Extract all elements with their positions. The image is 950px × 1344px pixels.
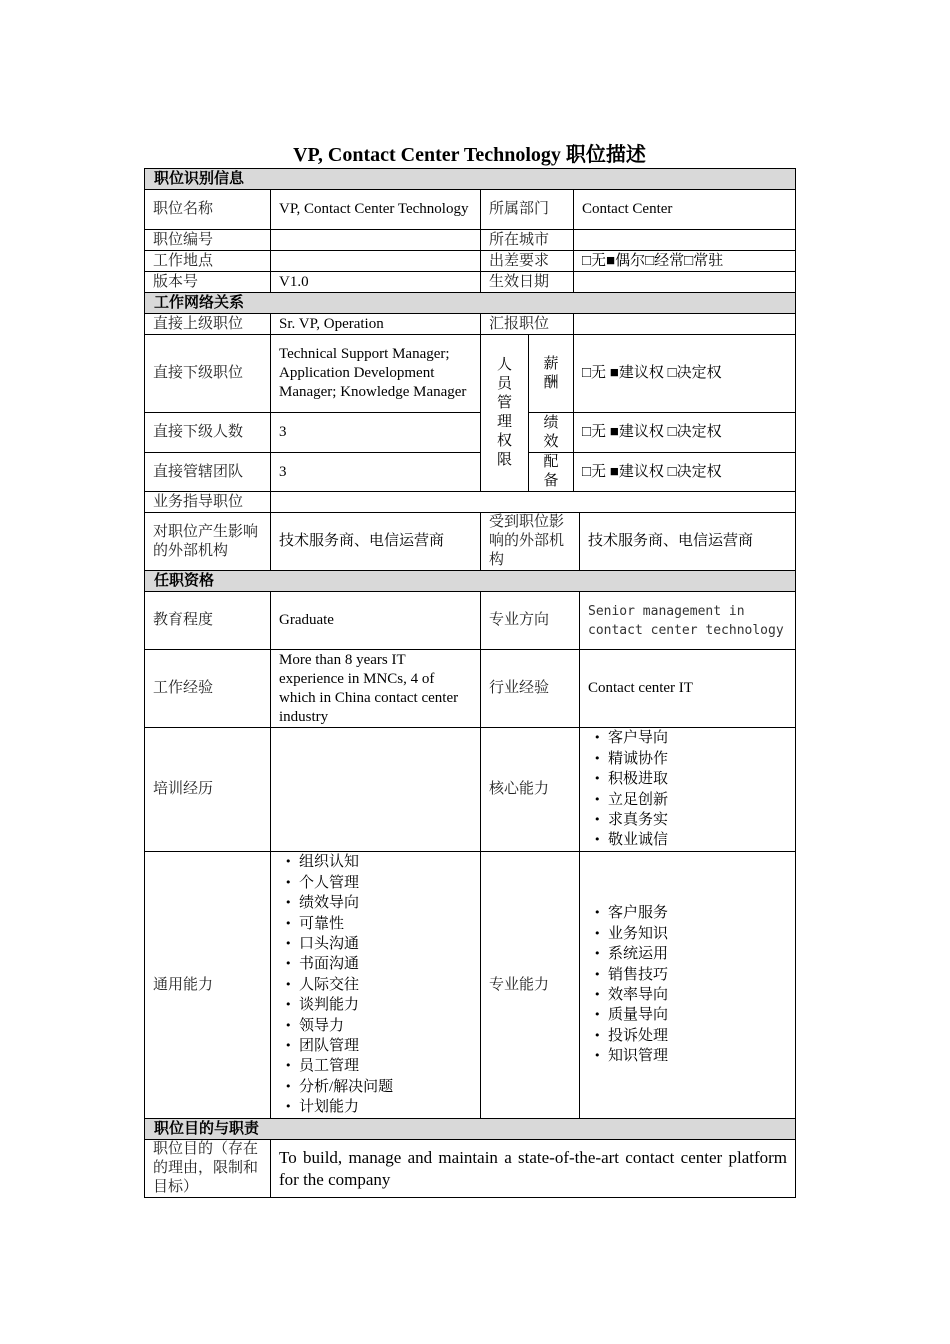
sub-count-label: 直接下级人数: [145, 413, 271, 453]
performance-authority: □无 ■建议权 □决定权: [574, 413, 796, 453]
list-item: • 谈判能力: [279, 995, 472, 1015]
location-label: 工作地点: [145, 251, 271, 272]
list-item: • 客户导向: [588, 728, 787, 748]
training-value: [271, 728, 481, 852]
travel-value: □无■偶尔□经常□常驻: [574, 251, 796, 272]
professional-competency-list: [588, 903, 787, 1066]
general-competency-cell: [271, 852, 481, 1119]
document-title: VP, Contact Center Technology 职位描述: [293, 144, 646, 166]
travel-label: 出差要求: [481, 251, 574, 272]
list-item: • 效率导向: [588, 985, 787, 1005]
list-item: • 精诚协作: [588, 749, 787, 769]
position-no-label: 职位编号: [145, 230, 271, 251]
superior-value: Sr. VP, Operation: [271, 314, 481, 335]
list-item: • 口头沟通: [279, 934, 472, 954]
position-name-value: VP, Contact Center Technology: [271, 190, 481, 230]
core-competency-cell: [580, 728, 796, 852]
version-label: 版本号: [145, 272, 271, 293]
report-label: 汇报职位: [481, 314, 574, 335]
general-competency-list: [279, 852, 472, 1117]
effective-date-label: 生效日期: [481, 272, 574, 293]
section-identification: 职位识别信息: [145, 169, 796, 190]
position-name-label: 职位名称: [145, 190, 271, 230]
list-item: • 团队管理: [279, 1036, 472, 1056]
list-item: • 客户服务: [588, 903, 787, 923]
subordinate-label: 直接下级职位: [145, 335, 271, 413]
list-item: • 积极进取: [588, 769, 787, 789]
training-label: 培训经历: [145, 728, 271, 852]
subordinate-value: Technical Support Manager; Application Development Manager; Knowledge Manager: [271, 335, 481, 413]
list-item: • 销售技巧: [588, 965, 787, 985]
hr-authority-text: 人员管理权限: [496, 357, 512, 468]
major-label: 专业方向: [481, 592, 580, 650]
list-item: • 业务知识: [588, 924, 787, 944]
staffing-label-text: 配备: [543, 454, 559, 489]
industry-label: 行业经验: [481, 650, 580, 728]
list-item: • 个人管理: [279, 873, 472, 893]
purpose-label: 职位目的（存在的理由，限制和目标）: [145, 1140, 271, 1198]
list-item: • 求真务实: [588, 810, 787, 830]
influencing-orgs-label: 对职位产生影响的外部机构: [145, 513, 271, 571]
experience-value: More than 8 years IT experience in MNCs, 4 of which in China contact center industry: [271, 650, 481, 728]
general-competency-label: 通用能力: [145, 852, 271, 1119]
list-item: • 领导力: [279, 1016, 472, 1036]
salary-label-text: 薪酬: [543, 355, 559, 391]
core-competency-label: 核心能力: [481, 728, 580, 852]
list-item: • 投诉处理: [588, 1026, 787, 1046]
sub-count-value: 3: [271, 413, 481, 453]
list-item: • 敬业诚信: [588, 830, 787, 850]
location-value: [271, 251, 481, 272]
team-label: 直接管辖团队: [145, 453, 271, 492]
influencing-orgs-value: 技术服务商、电信运营商: [271, 513, 481, 571]
salary-authority: □无 ■建议权 □决定权: [574, 335, 796, 413]
position-no-value: [271, 230, 481, 251]
industry-value: Contact center IT: [580, 650, 796, 728]
affected-orgs-value: 技术服务商、电信运营商: [580, 513, 796, 571]
report-value: [574, 314, 796, 335]
list-item: • 员工管理: [279, 1056, 472, 1076]
performance-label: [529, 413, 574, 453]
list-item: • 知识管理: [588, 1046, 787, 1066]
section-qualifications: 任职资格: [145, 571, 796, 592]
list-item: • 质量导向: [588, 1005, 787, 1025]
experience-label: 工作经验: [145, 650, 271, 728]
list-item: • 系统运用: [588, 944, 787, 964]
superior-label: 直接上级职位: [145, 314, 271, 335]
salary-label: [529, 335, 574, 413]
hr-authority-label: [481, 335, 529, 492]
affected-orgs-label: 受到职位影响的外部机构: [481, 513, 580, 571]
staffing-authority: □无 ■建议权 □决定权: [574, 453, 796, 492]
team-value: 3: [271, 453, 481, 492]
list-item: • 分析/解决问题: [279, 1077, 472, 1097]
section-purpose: 职位目的与职责: [145, 1119, 796, 1140]
job-description-table: [144, 168, 796, 1198]
list-item: • 组织认知: [279, 852, 472, 872]
list-item: • 计划能力: [279, 1097, 472, 1117]
list-item: • 人际交往: [279, 975, 472, 995]
department-value: Contact Center: [574, 190, 796, 230]
section-network: 工作网络关系: [145, 293, 796, 314]
city-label: 所在城市: [481, 230, 574, 251]
department-label: 所属部门: [481, 190, 574, 230]
list-item: • 书面沟通: [279, 954, 472, 974]
purpose-text: To build, manage and maintain a state-of-the-art contact center platform for the company: [271, 1140, 796, 1198]
staffing-label: [529, 453, 574, 492]
professional-competency-label: 专业能力: [481, 852, 580, 1119]
core-competency-list: [588, 728, 787, 850]
education-value: Graduate: [271, 592, 481, 650]
professional-competency-cell: [580, 852, 796, 1119]
performance-label-text: 绩效: [543, 414, 559, 450]
list-item: • 立足创新: [588, 790, 787, 810]
guidance-value: [271, 492, 796, 513]
guidance-label: 业务指导职位: [145, 492, 271, 513]
version-value: V1.0: [271, 272, 481, 293]
city-value: [574, 230, 796, 251]
list-item: • 可靠性: [279, 914, 472, 934]
list-item: • 绩效导向: [279, 893, 472, 913]
major-value: Senior management in contact center technology: [580, 592, 796, 650]
education-label: 教育程度: [145, 592, 271, 650]
effective-date-value: [574, 272, 796, 293]
